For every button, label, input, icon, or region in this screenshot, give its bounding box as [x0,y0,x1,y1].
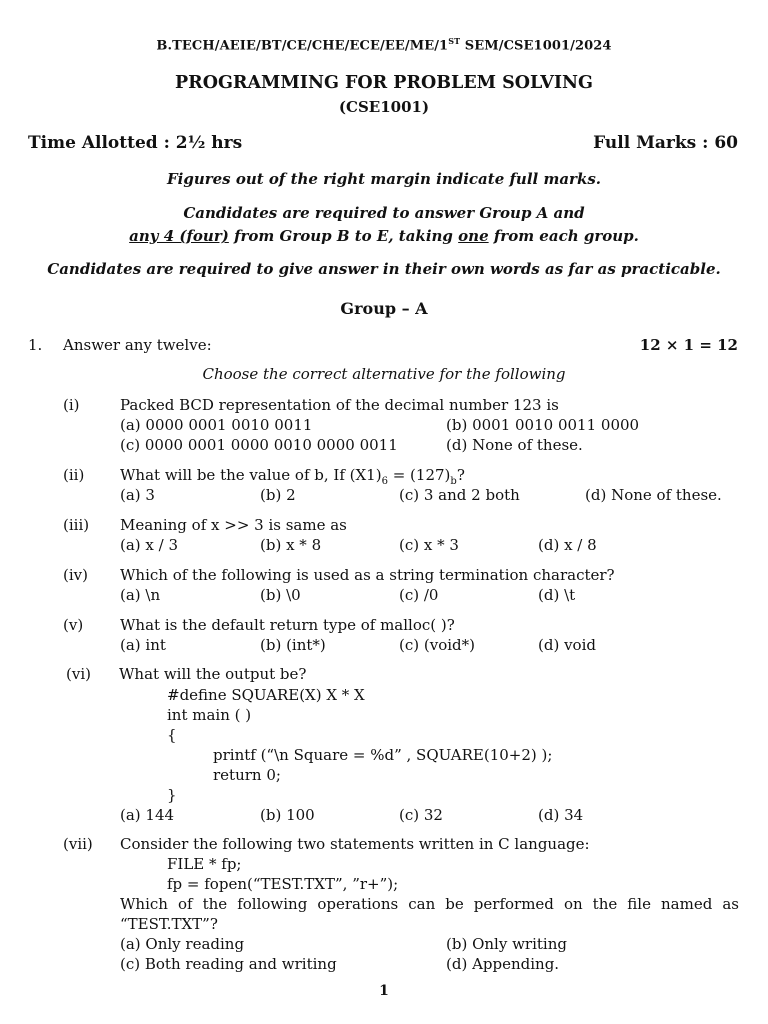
code-line: int main ( ) [167,706,252,724]
question-text: Answer any twelve: [63,336,212,354]
option-d: (d) 34 [538,806,584,824]
page-number: 1 [379,983,389,999]
item-stem: What will the output be? [119,665,307,683]
option-c: (c) (void*) [399,636,475,654]
paper-title: PROGRAMMING FOR PROBLEM SOLVING [175,73,593,93]
item-stem-continued: Which of the following operations can be performed on the file named as [120,895,739,913]
question-subtitle: Choose the correct alternative for the following [202,365,566,383]
option-b: (b) 2 [260,486,296,504]
option-c: (c) 32 [399,806,443,824]
subject-code: (CSE1001) [338,98,430,116]
code-line: } [167,786,177,804]
option-a: (a) \n [120,586,161,604]
code-line: return 0; [213,766,281,784]
item-stem: Consider the following two statements written in C language: [120,835,590,853]
option-a: (a) x / 3 [120,536,179,554]
code-line: fp = fopen(“TEST.TXT”, ”r+”); [167,875,399,893]
item-stem-continued: “TEST.TXT”? [120,915,218,933]
option-d: (d) x / 8 [538,536,597,554]
instruction-marks: Figures out of the right margin indicate full marks. [166,170,602,188]
option-c: (c) 3 and 2 both [399,486,520,504]
option-b: (b) (int*) [260,636,326,654]
code-line: printf (“\n Square = %d” , SQUARE(10+2) ); [213,746,553,764]
option-b: (b) \0 [260,586,301,604]
item-number: (iv) [63,566,88,584]
option-c: (c) Both reading and writing [120,955,337,973]
item-number: (i) [63,396,80,414]
group-heading: Group – A [340,299,428,318]
option-c: (c) /0 [399,586,439,604]
item-number: (vi) [66,665,91,683]
item-number: (vii) [63,835,93,853]
option-c: (c) x * 3 [399,536,459,554]
option-a: (a) 144 [120,806,175,824]
option-b: (b) x * 8 [260,536,322,554]
option-a: (a) int [120,636,166,654]
option-b: (b) Only writing [446,935,567,953]
full-marks: Full Marks : 60 [593,133,738,153]
code-line: { [167,726,177,744]
option-d: (d) None of these. [585,486,722,504]
item-stem: What will be the value of b, If $(X1)_6 = (127)_b$? [120,466,465,487]
item-number: (ii) [63,466,85,484]
question-marks: 12 × 1 = 12 [639,336,738,354]
option-d: (d) void [538,636,596,654]
option-c: (c) 0000 0001 0000 0010 0000 0011 [120,436,398,454]
time-allotted: Time Allotted : 2½ hrs [28,133,243,153]
option-b: (b) 100 [260,806,315,824]
item-number: (v) [63,616,84,634]
course-code: B.TECH/AEIE/BT/CE/CHE/ECE/EE/ME/1ST SEM/CSE1001/2024 [156,36,612,54]
instruction-groups-line2: any 4 (four) from Group B to E, taking one from each group. [129,227,639,245]
option-a: (a) 0000 0001 0010 0011 [120,416,313,434]
option-a: (a) 3 [120,486,155,504]
item-number: (iii) [63,516,90,534]
item-stem: What is the default return type of malloc( )? [120,616,455,634]
code-line: #define SQUARE(X) X * X [167,686,365,704]
option-d: (d) Appending. [446,955,560,973]
item-stem: Meaning of x >> 3 is same as [120,516,347,534]
option-d: (d) \t [538,586,576,604]
item-stem: Packed BCD representation of the decimal number 123 is [120,396,559,414]
instruction-groups-line1: Candidates are required to answer Group A and [183,204,585,222]
item-stem: Which of the following is used as a string termination character? [120,566,615,584]
instruction-own-words: Candidates are required to give answer in their own words as far as practicable. [47,260,721,278]
option-b: (b) 0001 0010 0011 0000 [446,416,640,434]
option-a: (a) Only reading [120,935,245,953]
code-line: FILE * fp; [167,855,242,873]
option-d: (d) None of these. [446,436,583,454]
question-number: 1. [28,336,43,354]
